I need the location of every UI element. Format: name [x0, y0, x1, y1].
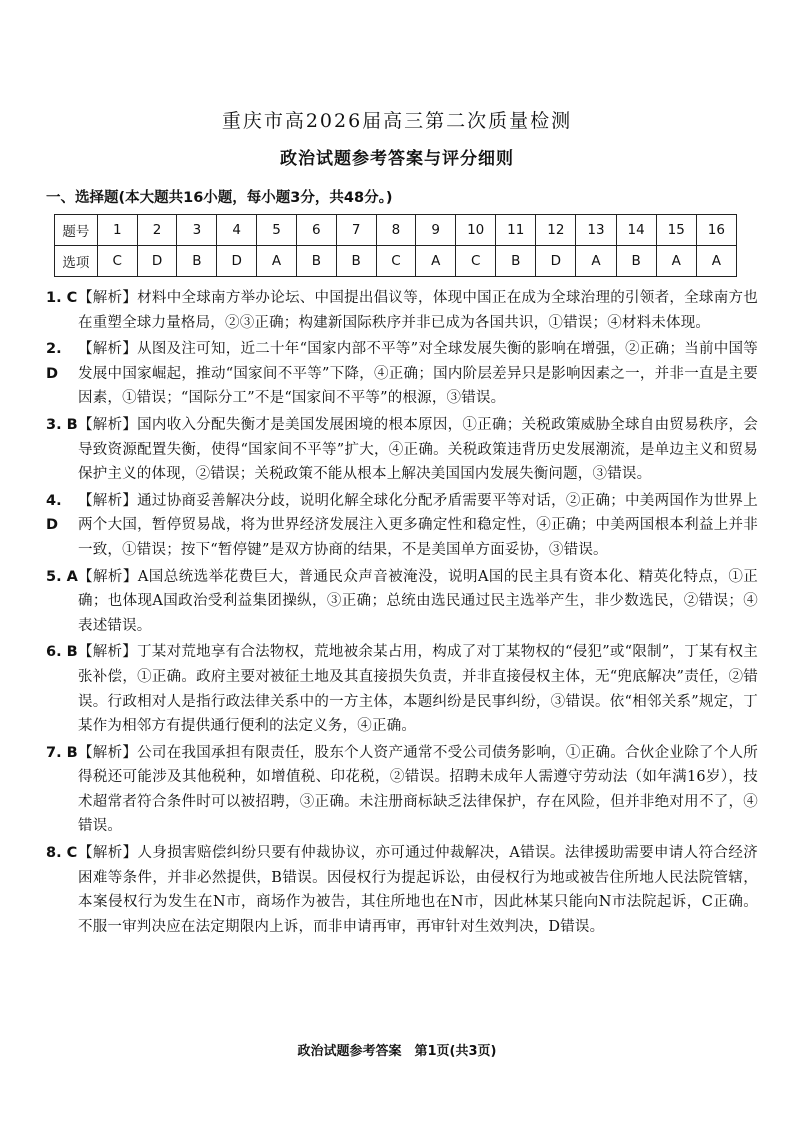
item-number: 3. B [46, 416, 78, 433]
analysis-text: A国总统选举花费巨大，普通民众声音被淹没，说明A国的民主具有资本化、精英化特点，①正确；也体现A国政治受利益集团操纵，③正确；总统由选民通过民主选举产生，非少数选民，②错误；④表述错误。 [78, 568, 758, 634]
item-number: 6. B [46, 644, 78, 661]
answer-choice: B [616, 246, 656, 277]
item-number: 8. C [46, 845, 78, 862]
row-label-answers: 选项 [55, 246, 98, 277]
question-number: 6 [296, 215, 336, 246]
question-number: 9 [416, 215, 456, 246]
analysis-text: 材料中全球南方举办论坛、中国提出倡议等，体现中国正在成为全球治理的引领者，全球南方也在重塑全球力量格局，②③正确；构建新国际秩序并非已成为各国共识，①错误；④材料未体现。 [78, 290, 758, 331]
explanation-list [46, 286, 758, 941]
page-footer: 政治试题参考答案 第1页(共3页) [297, 1044, 497, 1059]
question-number: 5 [257, 215, 297, 246]
explanation-item [46, 640, 758, 738]
answer-choice: C [456, 246, 496, 277]
explanation-item [46, 337, 758, 411]
section-heading: 一、选择题(本大题共16小题，每小题3分，共48分。) [46, 190, 393, 206]
analysis-text: 人身损害赔偿纠纷只要有仲裁协议，亦可通过仲裁解决，A错误。法律援助需要申请人符合经济困难等条件，并非必然提供，B错误。因侵权行为提起诉讼，由侵权行为地或被告住所地人民法院管辖，本案侵权行为发生在N市，商场作为被告，其住所地也在N市，因此林某只能向N市法院起诉，C正确。不服一审判决应在法定期限内上诉，而非申请再审，再审针对生效判决，D错误。 [78, 845, 758, 935]
item-number: 7. B [46, 744, 78, 761]
item-number: 2. D [46, 341, 62, 382]
analysis-text: 公司在我国承担有限责任，股东个人资产通常不受公司债务影响，①正确。合伙企业除了个人所得税还可能涉及其他税种，如增值税、印花税，②错误。招聘未成年人需遵守劳动法（如年满16岁），技术超常者符合条件时可以被招聘，③正确。未注册商标缺乏法律保护，存在风险，但并非绝对用不了，④错误。 [78, 744, 758, 835]
row-label-numbers: 题号 [55, 215, 98, 246]
answer-choice: B [336, 246, 376, 277]
explanation-item [46, 841, 758, 939]
explanation-item [46, 565, 758, 639]
item-body [78, 741, 758, 839]
answer-choice: A [416, 246, 456, 277]
item-body [78, 640, 758, 738]
question-number: 1 [97, 215, 137, 246]
question-number: 15 [656, 215, 696, 246]
page-subtitle: 政治试题参考答案与评分细则 [280, 149, 514, 169]
page-title: 重庆市高2026届高三第二次质量检测 [221, 110, 573, 132]
question-number: 4 [217, 215, 257, 246]
answer-choice: D [137, 246, 177, 277]
answer-choice: A [696, 246, 736, 277]
question-number: 8 [376, 215, 416, 246]
answer-table [54, 214, 737, 277]
analysis-text: 丁某对荒地享有合法物权，荒地被余某占用，构成了对丁某物权的“侵犯”或“限制”，丁某有权主张补偿，①正确。政府主要对被征土地及其直接损失负责，并非直接侵权主体，无“兜底解决”责任，②错误。行政相对人是指行政法律关系中的一方主体，本题纠纷是民事纠纷，③错误。依“相邻关系”规定，丁某作为相邻方有提供通行便利的法定义务，④正确。 [78, 644, 758, 735]
analysis-text: 通过协商妥善解决分歧，说明化解全球化分配矛盾需要平等对话，②正确；中美两国作为世界上两个大国，暂停贸易战，将为世界经济发展注入更多确定性和稳定性，④正确；中美两国根本利益上并非一致，①错误；按下“暂停键”是双方协商的结果，不是美国单方面妥协，③错误。 [78, 492, 758, 558]
item-body [78, 286, 758, 335]
question-number: 13 [576, 215, 616, 246]
item-number: 5. A [46, 568, 78, 585]
item-body [78, 489, 758, 563]
analysis-tag: 【解析】 [78, 845, 138, 862]
question-number: 10 [456, 215, 496, 246]
analysis-tag: 【解析】 [78, 290, 138, 306]
analysis-tag: 【解析】 [78, 744, 138, 761]
question-number: 11 [496, 215, 536, 246]
analysis-text: 从图及注可知，近二十年“国家内部不平等”对全球发展失衡的影响在增强，②正确；当前中国等发展中国家崛起，推动“国家间不平等”下降，④正确；国内阶层差异只是影响因素之一，并非一直是主要因素，①错误；“国际分工”不是“国家间不平等”的根源，③错误。 [78, 341, 758, 407]
analysis-tag: 【解析】 [78, 492, 138, 509]
answer-choice: C [97, 246, 137, 277]
item-body [78, 841, 758, 939]
answer-choice: D [217, 246, 257, 277]
analysis-text: 国内收入分配失衡才是美国发展困境的根本原因，①正确；关税政策威胁全球自由贸易秩序，会导致资源配置失衡，使得“国家间不平等”扩大，④正确。关税政策违背历史发展潮流，是单边主义和贸易保护主义的体现，②错误；关税政策不能从根本上解决美国国内发展失衡问题，③错误。 [78, 416, 758, 483]
answer-choice: B [177, 246, 217, 277]
answer-choice: A [576, 246, 616, 277]
answer-table-answer-row [55, 246, 737, 277]
answer-choice: A [257, 246, 297, 277]
item-body [78, 337, 758, 411]
analysis-tag: 【解析】 [78, 341, 138, 358]
question-number: 3 [177, 215, 217, 246]
answer-choice: B [496, 246, 536, 277]
question-number: 2 [137, 215, 177, 246]
item-body [78, 565, 758, 639]
question-number: 7 [336, 215, 376, 246]
question-number: 12 [536, 215, 576, 246]
answer-choice: A [656, 246, 696, 277]
answer-choice: D [536, 246, 576, 277]
answer-choice: B [296, 246, 336, 277]
analysis-tag: 【解析】 [78, 644, 138, 661]
item-number: 4. D [46, 492, 62, 534]
explanation-item [46, 286, 758, 335]
explanation-item [46, 489, 758, 563]
explanation-item [46, 413, 758, 487]
explanation-item [46, 741, 758, 839]
answer-choice: C [376, 246, 416, 277]
item-body [78, 413, 758, 487]
analysis-tag: 【解析】 [78, 416, 138, 433]
item-number: 1. C [46, 290, 78, 306]
analysis-tag: 【解析】 [78, 568, 138, 585]
answer-table-number-row [55, 215, 737, 246]
question-number: 16 [696, 215, 736, 246]
question-number: 14 [616, 215, 656, 246]
